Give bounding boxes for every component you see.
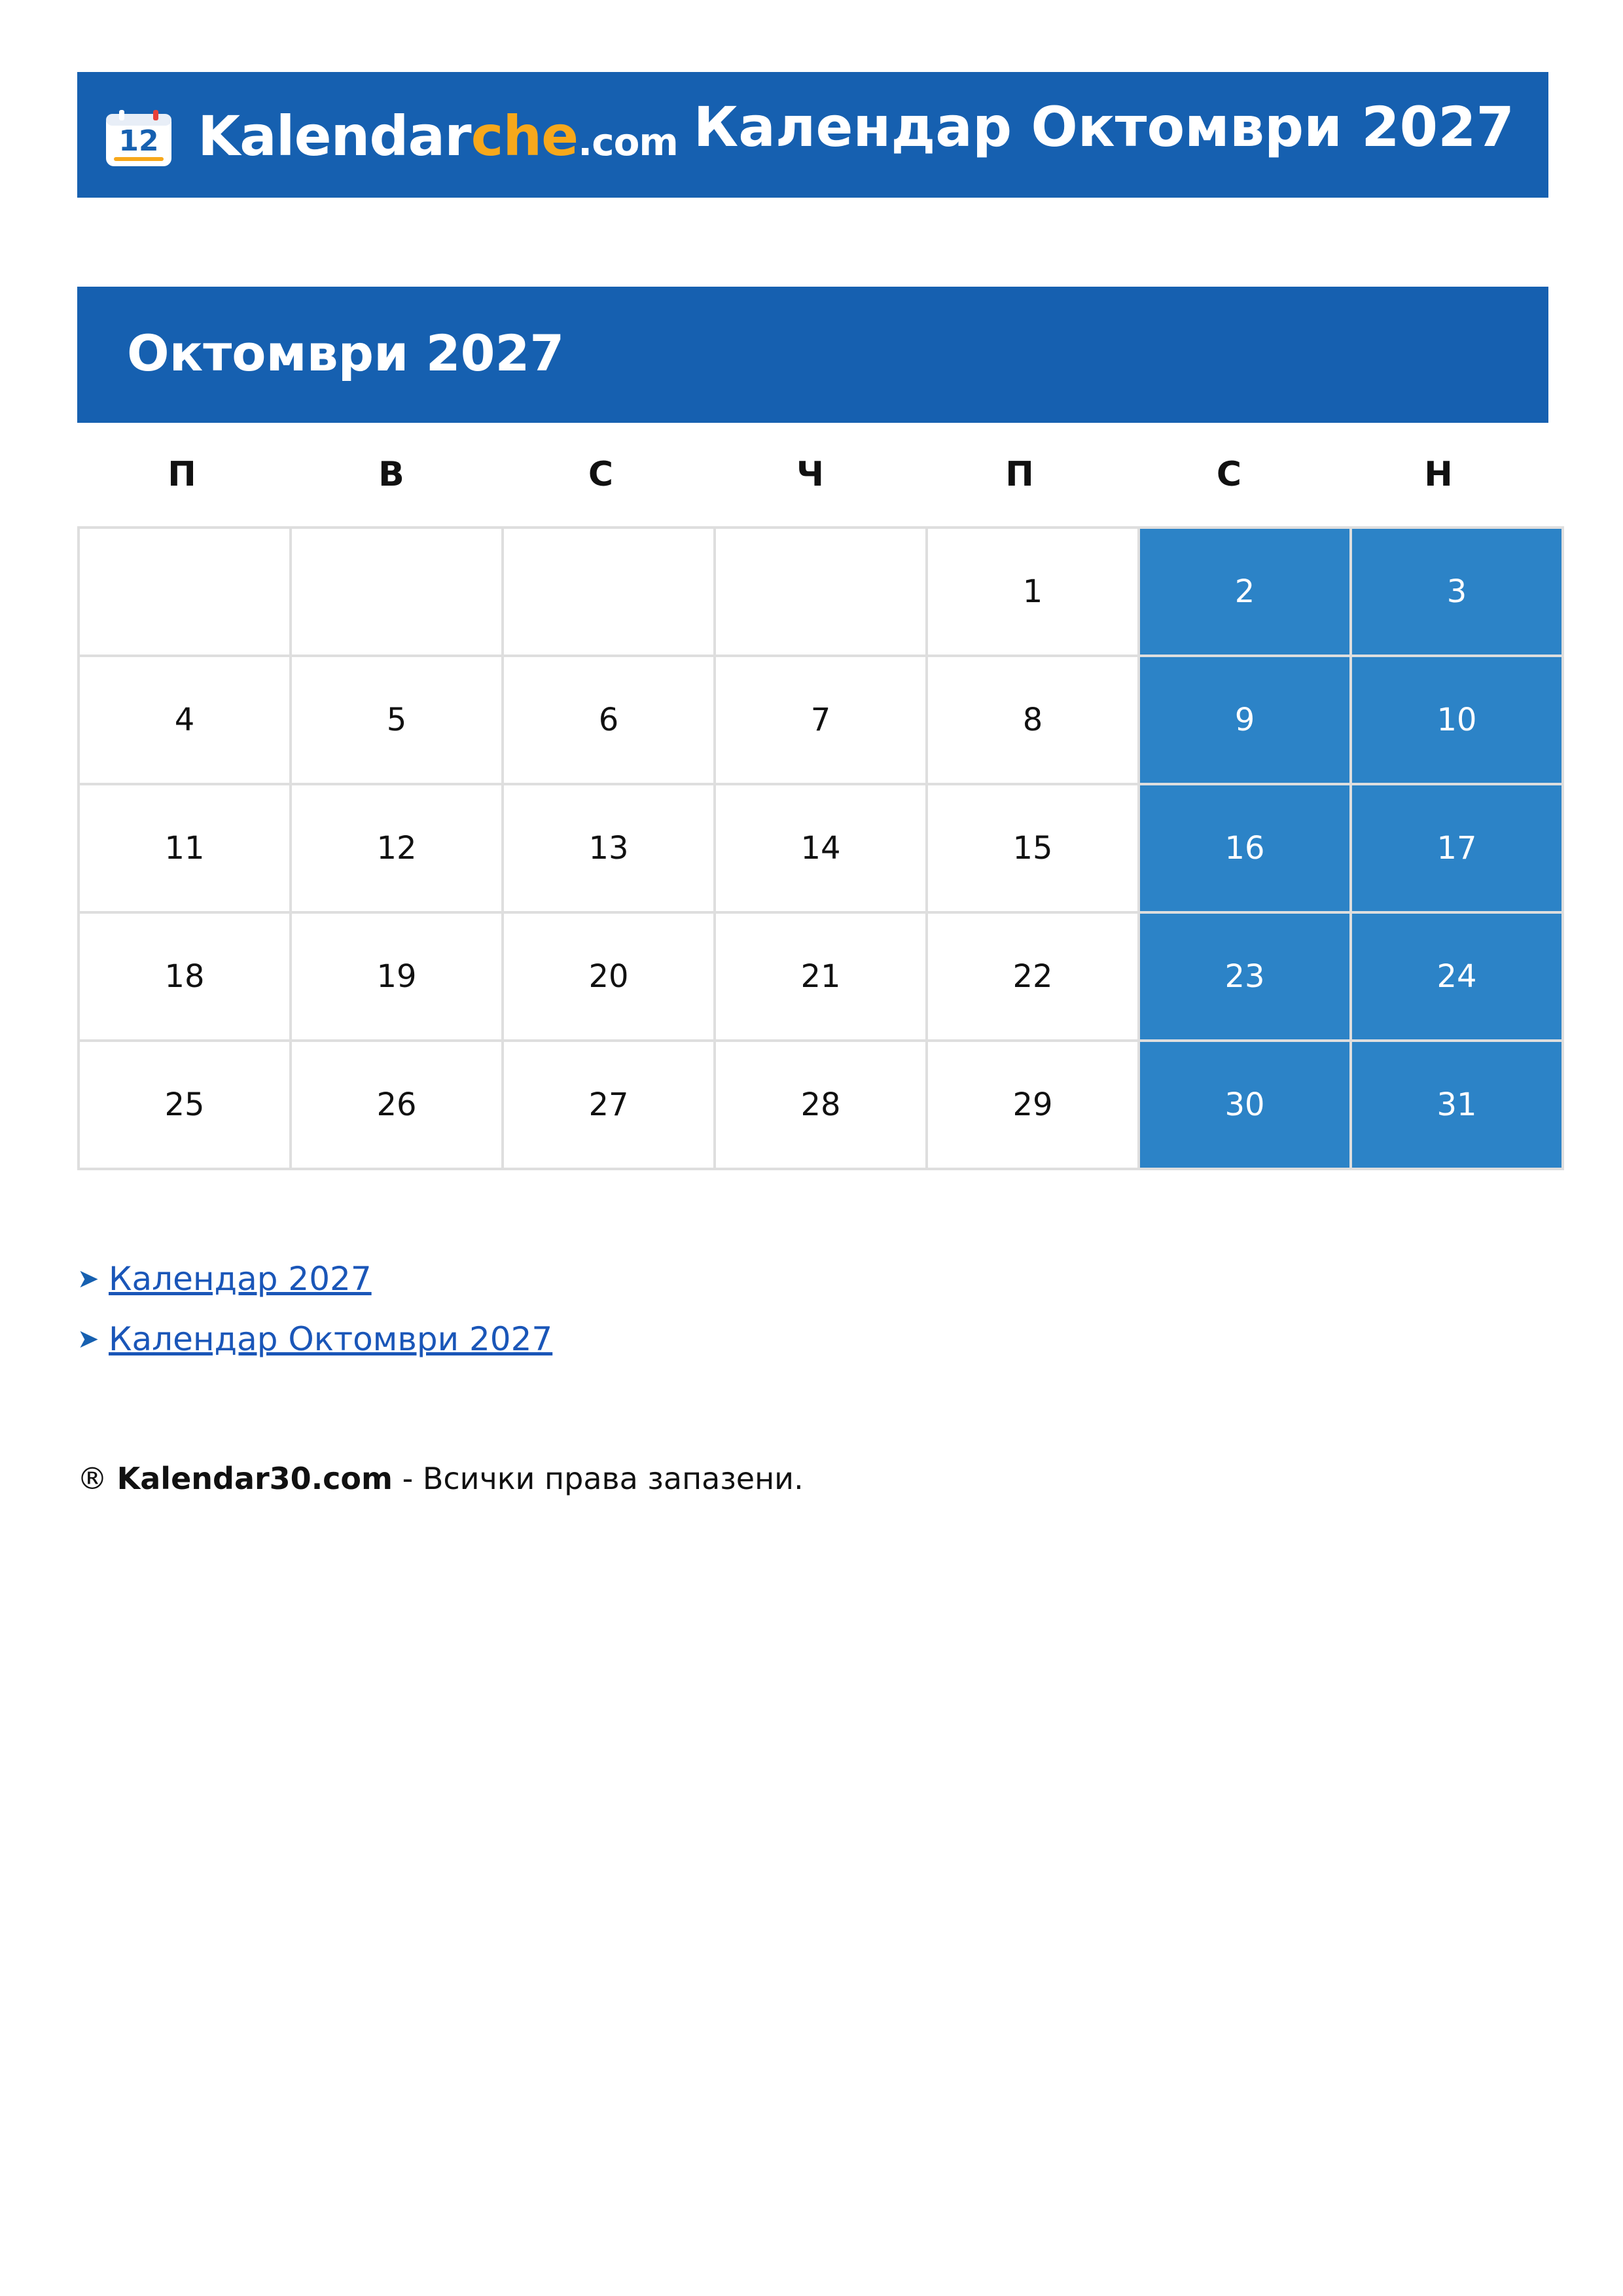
site-header [77, 72, 1548, 198]
weekday-thursday: Ч [796, 455, 825, 494]
footer-text: - Всички права запазени. [392, 1461, 804, 1496]
link-item [77, 1309, 552, 1369]
weekday-header [77, 445, 1543, 504]
calendar-day-weekend: 10 [1351, 656, 1563, 784]
calendar-day: 5 [291, 656, 503, 784]
calendar-day: 13 [503, 784, 715, 912]
calendar-day: 29 [927, 1041, 1139, 1169]
weekday-friday: П [1005, 455, 1034, 494]
link-calendar-month[interactable]: Календар Октомври 2027 [109, 1320, 553, 1358]
logo-brand-main: Kalendar [198, 103, 471, 168]
weekday-saturday: С [1216, 455, 1242, 494]
weekday-monday: П [168, 455, 196, 494]
calendar-week [79, 912, 1563, 1041]
calendar-day: 12 [291, 784, 503, 912]
calendar-day-weekend: 23 [1139, 912, 1351, 1041]
link-calendar-year[interactable]: Календар 2027 [109, 1260, 372, 1298]
calendar-day-weekend: 16 [1139, 784, 1351, 912]
calendar-day-weekend: 2 [1139, 528, 1351, 656]
logo-brand-tld: .com [578, 119, 678, 164]
copyright-footer [77, 1456, 804, 1501]
weekday-tuesday: В [378, 455, 404, 494]
calendar-icon [105, 110, 173, 168]
calendar-day: 22 [927, 912, 1139, 1041]
registered-symbol: ® [77, 1461, 107, 1496]
footer-brand: Kalendar30.com [116, 1461, 393, 1496]
calendar-week [79, 784, 1563, 912]
arrow-right-icon: ➤ [77, 1264, 99, 1294]
calendar-day: 27 [503, 1041, 715, 1169]
calendar-day: 15 [927, 784, 1139, 912]
month-title: Октомври 2027 [127, 324, 565, 382]
calendar-day-weekend: 9 [1139, 656, 1351, 784]
calendar-day-weekend: 17 [1351, 784, 1563, 912]
arrow-right-icon: ➤ [77, 1324, 99, 1354]
calendar-day: 8 [927, 656, 1139, 784]
weekday-sunday: Н [1424, 455, 1453, 494]
site-logo[interactable] [105, 103, 678, 171]
page-title: Календар Октомври 2027 [693, 95, 1514, 159]
logo-brand-accent: che [471, 103, 579, 168]
calendar-day: 28 [715, 1041, 927, 1169]
calendar-day-weekend: 24 [1351, 912, 1563, 1041]
calendar-day: 19 [291, 912, 503, 1041]
calendar-week [79, 528, 1563, 656]
calendar-day [715, 528, 927, 656]
calendar-grid [77, 526, 1564, 1170]
link-item [77, 1249, 552, 1309]
calendar-day: 21 [715, 912, 927, 1041]
calendar-week [79, 656, 1563, 784]
logo-wordmark [198, 103, 678, 175]
calendar-day-weekend: 3 [1351, 528, 1563, 656]
calendar-week [79, 1041, 1563, 1169]
svg-text:12: 12 [118, 124, 159, 158]
calendar-day: 11 [79, 784, 291, 912]
calendar-day [79, 528, 291, 656]
calendar-day-weekend: 30 [1139, 1041, 1351, 1169]
calendar-day: 20 [503, 912, 715, 1041]
calendar-day: 14 [715, 784, 927, 912]
calendar-day: 4 [79, 656, 291, 784]
calendar-day-weekend: 31 [1351, 1041, 1563, 1169]
related-links [77, 1249, 552, 1369]
calendar-day: 1 [927, 528, 1139, 656]
calendar-day [291, 528, 503, 656]
calendar-day: 7 [715, 656, 927, 784]
calendar-day: 26 [291, 1041, 503, 1169]
calendar-day [503, 528, 715, 656]
calendar-day: 18 [79, 912, 291, 1041]
calendar-day: 6 [503, 656, 715, 784]
calendar-day: 25 [79, 1041, 291, 1169]
month-banner [77, 287, 1548, 423]
weekday-wednesday: С [588, 455, 614, 494]
